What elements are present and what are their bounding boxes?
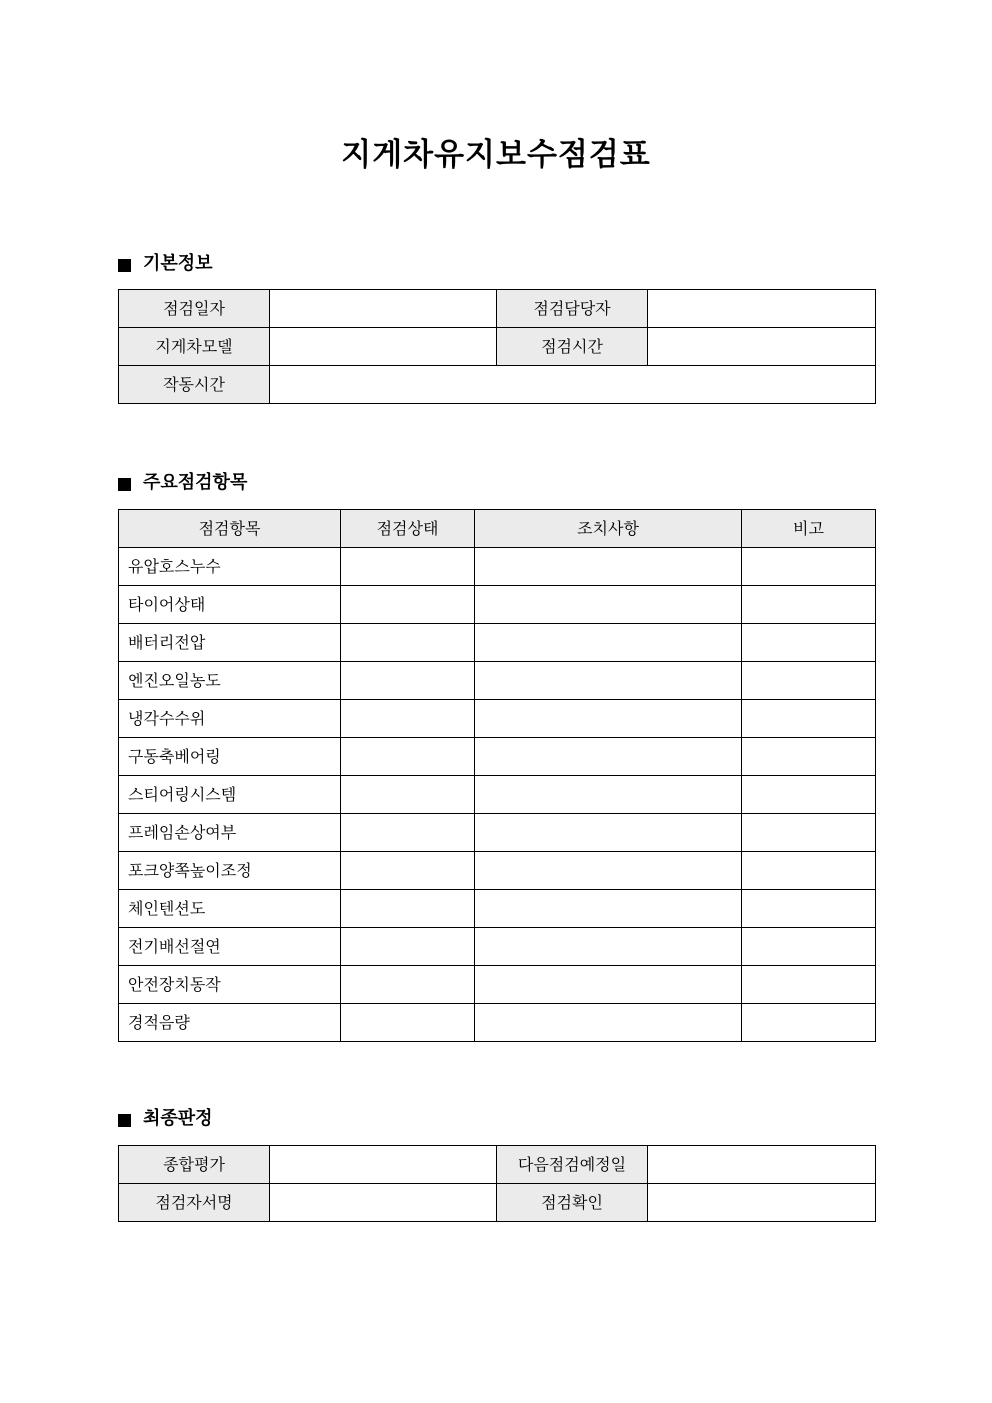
column-header-status: 점검상태: [341, 510, 475, 548]
forklift-model-field[interactable]: [270, 328, 497, 366]
table-row: [119, 662, 876, 700]
inspection-time-field[interactable]: [648, 328, 876, 366]
note-field[interactable]: [742, 890, 876, 928]
status-field[interactable]: [341, 776, 475, 814]
item-label: 엔진오일농도: [119, 662, 341, 700]
table-row: [119, 852, 876, 890]
square-bullet-icon: [118, 259, 131, 272]
table-row: [119, 814, 876, 852]
status-field[interactable]: [341, 586, 475, 624]
status-field[interactable]: [341, 700, 475, 738]
note-field[interactable]: [742, 852, 876, 890]
item-label: 유압호스누수: [119, 548, 341, 586]
inspector-signature-field[interactable]: [270, 1184, 497, 1222]
status-field[interactable]: [341, 738, 475, 776]
table-row: [119, 1146, 876, 1184]
final-judgment-table: [118, 1145, 876, 1222]
note-field[interactable]: [742, 700, 876, 738]
status-field[interactable]: [341, 890, 475, 928]
table-row: [119, 548, 876, 586]
note-field[interactable]: [742, 1004, 876, 1042]
inspection-date-field[interactable]: [270, 290, 497, 328]
basic-info-table: [118, 289, 876, 404]
status-field[interactable]: [341, 1004, 475, 1042]
item-label: 포크양쪽높이조정: [119, 852, 341, 890]
status-field[interactable]: [341, 548, 475, 586]
action-field[interactable]: [475, 890, 742, 928]
label-inspector-in-charge: 점검담당자: [497, 290, 648, 328]
main-inspection-table: [118, 509, 876, 1042]
table-row: [119, 890, 876, 928]
section-heading-label: 기본정보: [143, 253, 213, 274]
table-row: [119, 738, 876, 776]
table-row: [119, 776, 876, 814]
status-field[interactable]: [341, 928, 475, 966]
label-inspection-time: 점검시간: [497, 328, 648, 366]
action-field[interactable]: [475, 776, 742, 814]
action-field[interactable]: [475, 586, 742, 624]
column-header-item: 점검항목: [119, 510, 341, 548]
action-field[interactable]: [475, 814, 742, 852]
note-field[interactable]: [742, 548, 876, 586]
section-heading-main-items: [118, 471, 247, 495]
action-field[interactable]: [475, 624, 742, 662]
column-header-action: 조치사항: [475, 510, 742, 548]
table-row: [119, 1184, 876, 1222]
overall-evaluation-field[interactable]: [270, 1146, 497, 1184]
status-field[interactable]: [341, 814, 475, 852]
table-row: [119, 966, 876, 1004]
action-field[interactable]: [475, 738, 742, 776]
item-label: 체인텐션도: [119, 890, 341, 928]
table-header-row: [119, 510, 876, 548]
status-field[interactable]: [341, 966, 475, 1004]
table-row: [119, 624, 876, 662]
note-field[interactable]: [742, 966, 876, 1004]
label-forklift-model: 지게차모델: [119, 328, 270, 366]
note-field[interactable]: [742, 662, 876, 700]
item-label: 프레임손상여부: [119, 814, 341, 852]
section-heading-label: 주요점검항목: [143, 472, 248, 493]
action-field[interactable]: [475, 852, 742, 890]
status-field[interactable]: [341, 662, 475, 700]
action-field[interactable]: [475, 700, 742, 738]
item-label: 냉각수수위: [119, 700, 341, 738]
action-field[interactable]: [475, 966, 742, 1004]
note-field[interactable]: [742, 814, 876, 852]
inspection-confirmation-field[interactable]: [648, 1184, 876, 1222]
table-row: [119, 1004, 876, 1042]
label-next-inspection-date: 다음점검예정일: [497, 1146, 648, 1184]
operating-hours-field[interactable]: [270, 366, 876, 404]
label-inspection-confirmation: 점검확인: [497, 1184, 648, 1222]
table-row: [119, 700, 876, 738]
square-bullet-icon: [118, 478, 131, 491]
item-label: 전기배선절연: [119, 928, 341, 966]
table-row: [119, 366, 876, 404]
item-label: 스티어링시스템: [119, 776, 341, 814]
section-heading-label: 최종판정: [143, 1108, 213, 1129]
column-header-note: 비고: [742, 510, 876, 548]
label-overall-evaluation: 종합평가: [119, 1146, 270, 1184]
action-field[interactable]: [475, 928, 742, 966]
table-row: [119, 586, 876, 624]
square-bullet-icon: [118, 1114, 131, 1127]
note-field[interactable]: [742, 586, 876, 624]
note-field[interactable]: [742, 624, 876, 662]
label-inspection-date: 점검일자: [119, 290, 270, 328]
note-field[interactable]: [742, 928, 876, 966]
section-heading-basic-info: [118, 252, 213, 276]
note-field[interactable]: [742, 738, 876, 776]
section-heading-final-judgment: [118, 1107, 213, 1131]
action-field[interactable]: [475, 548, 742, 586]
note-field[interactable]: [742, 776, 876, 814]
item-label: 타이어상태: [119, 586, 341, 624]
status-field[interactable]: [341, 852, 475, 890]
item-label: 구동축베어링: [119, 738, 341, 776]
label-operating-hours: 작동시간: [119, 366, 270, 404]
document-title: 지게차유지보수점검표: [341, 137, 651, 173]
table-row: [119, 290, 876, 328]
table-row: [119, 328, 876, 366]
next-inspection-date-field[interactable]: [648, 1146, 876, 1184]
action-field[interactable]: [475, 1004, 742, 1042]
label-inspector-signature: 점검자서명: [119, 1184, 270, 1222]
action-field[interactable]: [475, 662, 742, 700]
status-field[interactable]: [341, 624, 475, 662]
inspector-in-charge-field[interactable]: [648, 290, 876, 328]
table-row: [119, 928, 876, 966]
item-label: 안전장치동작: [119, 966, 341, 1004]
item-label: 경적음량: [119, 1004, 341, 1042]
item-label: 배터리전압: [119, 624, 341, 662]
